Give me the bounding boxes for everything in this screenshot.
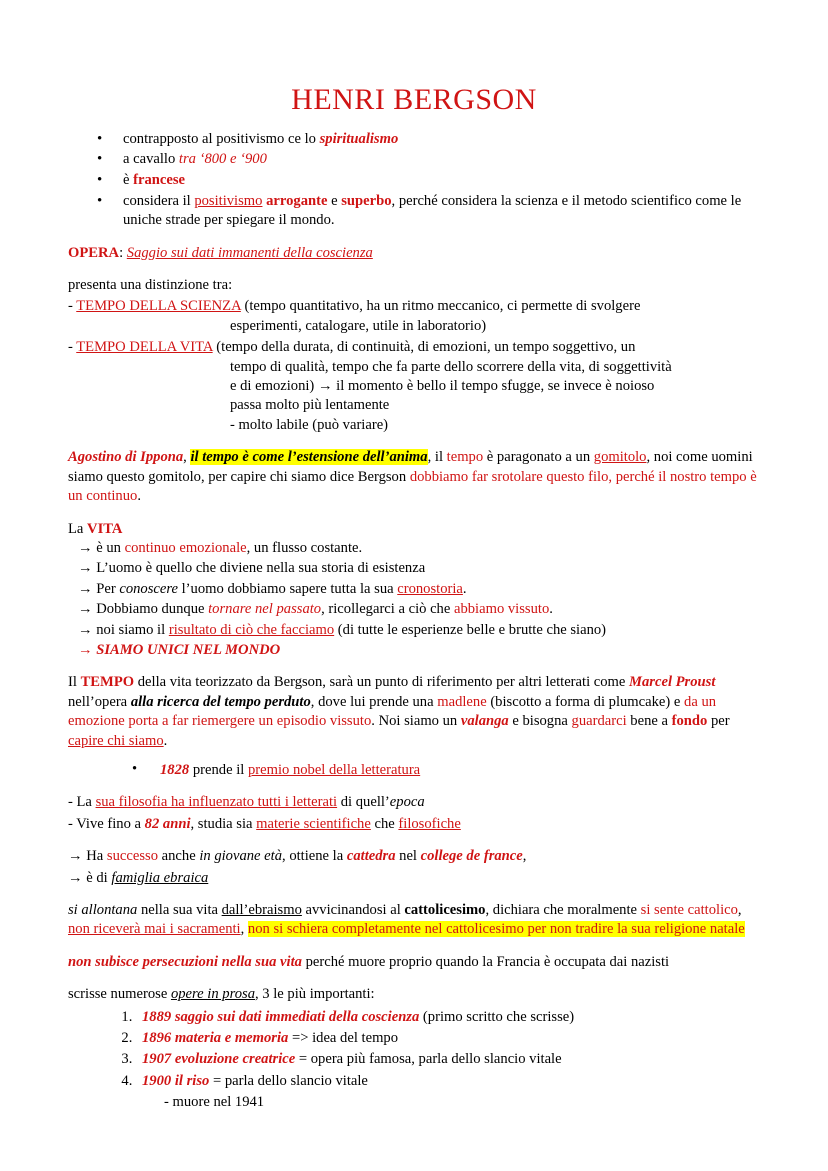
op-intro-c: , 3 le più importanti: [255,986,375,1003]
tp-s1: Il [68,674,81,691]
vita-label: VITA [87,520,123,537]
vita-5a: noi siamo il [96,621,169,638]
al-f: , dichiara che moralmente [485,902,641,918]
filosofia-line [68,793,760,812]
arrow-icon: → [68,869,87,886]
bullet-text-1: contrapposto al positivismo ce lo [123,130,320,147]
famiglia-line [68,869,760,888]
al-j: , [240,921,248,938]
vita-arrow-list [68,539,760,660]
opera-rest-1: (primo scritto che scrisse) [419,1008,575,1025]
fl-red: sua filosofia ha influenzato tutti i letterati [95,794,338,811]
al-highlight: non si schiera completamente nel cattolicesimo per non tradire la sua religione natale [247,921,745,938]
list-item [68,150,760,170]
opera-year-3: 1907 evoluzione creatrice [142,1051,296,1068]
arrow-icon: → [78,601,97,618]
sl-d: in giovane età [199,848,283,865]
agostino-paragraph [68,448,760,506]
agostino-t3: , noi come uomini siamo questo gomitolo, per capire chi siamo dice Bergson [68,449,753,485]
opera-heading [68,244,760,263]
tp-fondo: fondo [671,713,708,730]
list-item [68,559,760,578]
vita-heading [68,520,760,539]
arrow-icon: → [78,621,97,638]
bullet-emph-1: spiritualismo [319,130,399,147]
tempo-paragraph [68,673,760,751]
al-g: si sente cattolico [640,902,738,918]
bullet-mid-4: e [327,192,342,209]
tempo-vita-line [68,338,760,357]
opera-title: Saggio sui dati immanenti della coscienza [126,244,373,261]
list-item [68,171,760,191]
list-item [136,1072,760,1091]
opera-year-4: 1900 il riso [142,1072,210,1089]
agostino-after-hl: , il [427,449,447,466]
tp-s4: , dove lui prende una [310,693,438,710]
opera-year-1: 1889 saggio sui dati immediati della coscienza [142,1008,420,1025]
nobel-year: 1828 [160,761,190,778]
vita-1c: , un flusso costante. [246,539,363,556]
tp-tempo: TEMPO [80,674,135,691]
tempo-scienza-cont: esperimenti, catalogare, utile in laboratorio) [230,317,487,334]
al-c: dall’ebraismo [221,902,302,918]
dash-2: - [68,339,77,356]
list-item [68,130,760,150]
opera-colon: : [119,244,127,261]
sl-f: cattedra [346,848,396,865]
vita-5c: (di tutte le esperienze belle e brutte che siano) [334,621,607,638]
opere-list [68,1008,760,1092]
nobel-line [68,761,760,780]
tp-s6: . Noi siamo un [371,713,461,730]
al-h: , [737,902,742,918]
tp-red1: da un emozione porta a far riemergere un episodio vissuto [68,693,717,730]
vita-3a: Per [96,580,120,597]
tp-opera: alla ricerca del tempo perduto [130,693,311,710]
bullet-text-3: è [123,171,134,188]
bullet-emph-4c: superbo [341,192,392,209]
vita-3e: . [462,580,467,597]
list-item [68,192,760,231]
arrow-icon: → [68,848,87,865]
agostino-period: . [137,488,141,505]
intro-bullet-list [68,130,760,231]
vl-che: che [370,815,399,832]
tempo-vita-term: TEMPO DELLA VITA [76,339,213,356]
dash-1: - [68,298,77,315]
opera-rest-4: = parla dello slancio vitale [209,1072,368,1089]
vita-1a: è un [96,539,125,556]
agostino-tempo: tempo [446,449,484,466]
arrow-icon: → [78,580,97,597]
al-i: non riceverà mai i sacramenti [68,921,241,938]
tp-s9: per [707,713,730,730]
tp-s8: bene a [626,713,672,730]
list-item [68,539,760,558]
agostino-gomitolo: gomitolo [593,449,647,466]
tempo-vita-cont-2: e di emozioni) → il momento è bello il tempo sfugge, se invece è noioso [230,378,655,395]
list-item [136,1008,760,1027]
al-d: avvicinandosi al [301,902,405,918]
tempo-scienza-term: TEMPO DELLA SCIENZA [76,298,241,315]
opera-year-2: 1896 materia e memoria [142,1030,289,1047]
sl-a: Ha [86,848,107,865]
vita-3b: conoscere [119,580,178,597]
opera-label: OPERA [68,244,120,261]
tempo-vita-cont-3: passa molto più lentamente [230,397,390,414]
vita-4b: tornare nel passato [208,601,322,618]
sl-h: college de france [420,848,523,865]
vita-5b: risultato di ciò che facciamo [168,621,335,638]
bullet-emph-2: tra ‘800 e ‘900 [178,151,267,168]
vita-3d: cronostoria [397,580,463,597]
nobel-prize: premio nobel della letteratura [247,761,421,778]
vita-1b: continuo emozionale [124,539,247,556]
opera-intro: presenta una distinzione tra: [68,277,233,294]
list-item [68,641,760,660]
opera-rest-2: => idea del tempo [288,1030,399,1047]
tempo-scienza-text: (tempo quantitativo, ha un ritmo meccanico, ci permette di svolgere [240,298,641,315]
vita-6a: SIAMO UNICI NEL MONDO [96,641,281,658]
op-intro-a: scrisse numerose [68,986,171,1003]
vita-la: La [68,520,88,537]
fam-b: famiglia ebraica [111,869,209,886]
tp-s10: . [163,732,168,749]
al-e: cattolicesimo [404,902,486,918]
bullet-tail-4: , perché considera la scienza e il metodo scientifico come le uniche strade per spiegare il mondo. [123,192,742,229]
sl-e: , ottiene la [282,848,347,865]
tempo-vita-cont-1: tempo di qualità, tempo che fa parte dello scorrere della vita, di soggettività [230,358,672,375]
bullet-emph-4a: positivismo [194,192,263,209]
bullet-emph-3: francese [133,171,186,188]
fam-a: è di [86,869,112,886]
al-b: nella sua vita [137,902,222,918]
tempo-vita-cont-4: - molto labile (può variare) [230,416,389,433]
sl-i: , [522,848,527,865]
arrow-icon: → [78,641,97,658]
fl-dash: - La [68,794,96,811]
sl-g: nel [395,848,421,865]
page-title: HENRI BERGSON [291,83,537,116]
pers-a: non subisce persecuzioni nella sua vita [68,953,302,970]
tp-valanga: valanga [460,713,509,730]
tp-s5: (biscotto a forma di plumcake) e [486,693,685,710]
successo-line [68,847,760,866]
vita-2a: L’uomo è quello che diviene nella sua storia di esistenza [96,560,426,577]
tp-s7: e bisogna [508,713,572,730]
tempo-vita-text: (tempo della durata, di continuità, di emozioni, un tempo soggettivo, un [212,339,636,356]
fl-ital: epoca [389,794,425,811]
bullet-text-2: a cavallo [123,151,179,168]
agostino-red-tail: dobbiamo far srotolare questo filo, perché il nostro tempo è un continuo [68,468,757,505]
agostino-name: Agostino di Ippona [68,449,184,466]
vita-4d: abbiamo vissuto [453,601,550,618]
bullet-emph-4b: arrogante [266,192,328,209]
vl-eta: 82 anni [144,815,191,832]
persecuzioni-line [68,953,760,972]
vl-mid: , studia sia [190,815,257,832]
tp-capire: capire chi siamo [68,732,164,749]
allontana-paragraph [68,901,760,940]
vita-4c: , ricollegarci a ciò che [321,601,454,618]
tempo-scienza-line [68,297,760,316]
vita-4a: Dobbiamo dunque [96,601,209,618]
op-intro-b: opere in prosa [170,986,255,1003]
agostino-comma: , [183,449,191,466]
vita-4e: . [549,601,553,618]
vl-dash: - Vive fino a [68,815,145,832]
al-a: si allontana [68,902,138,918]
tp-s3: nell’opera [68,693,131,710]
nobel-mid: prende il [189,761,248,778]
list-item [68,621,760,640]
vl-filosofiche: filosofiche [398,815,461,832]
list-item [136,1050,760,1069]
list-item [68,580,760,599]
tp-madlene: madlene [437,693,487,710]
list-item [136,1029,760,1048]
agostino-highlight: il tempo è come l’estensione dell’anima [190,449,428,466]
tp-guardarci: guardarci [571,713,627,730]
vive-line [68,815,760,834]
pers-b: perché muore proprio quando la Francia è occupata dai nazisti [301,953,670,970]
bullet-text-4: considera il [123,192,195,209]
tp-proust: Marcel Proust [629,674,716,691]
fl-tail: di quell’ [337,794,390,811]
vita-3c: l’uomo dobbiamo sapere tutta la sua [177,580,398,597]
arrow-icon: → [78,560,97,577]
muore-line: - muore nel 1941 [164,1094,265,1111]
list-item [68,600,760,619]
tp-s2: della vita teorizzato da Bergson, sarà un punto di riferimento per altri letterati come [134,674,630,691]
opera-rest-3: = opera più famosa, parla dello slancio vitale [295,1051,562,1068]
arrow-icon: → [78,539,97,556]
agostino-t2: è paragonato a un [483,449,594,466]
opere-intro [68,985,760,1004]
vl-materie: materie scientifiche [256,815,371,832]
sl-b: successo [106,848,158,865]
sl-c: anche [158,848,200,865]
